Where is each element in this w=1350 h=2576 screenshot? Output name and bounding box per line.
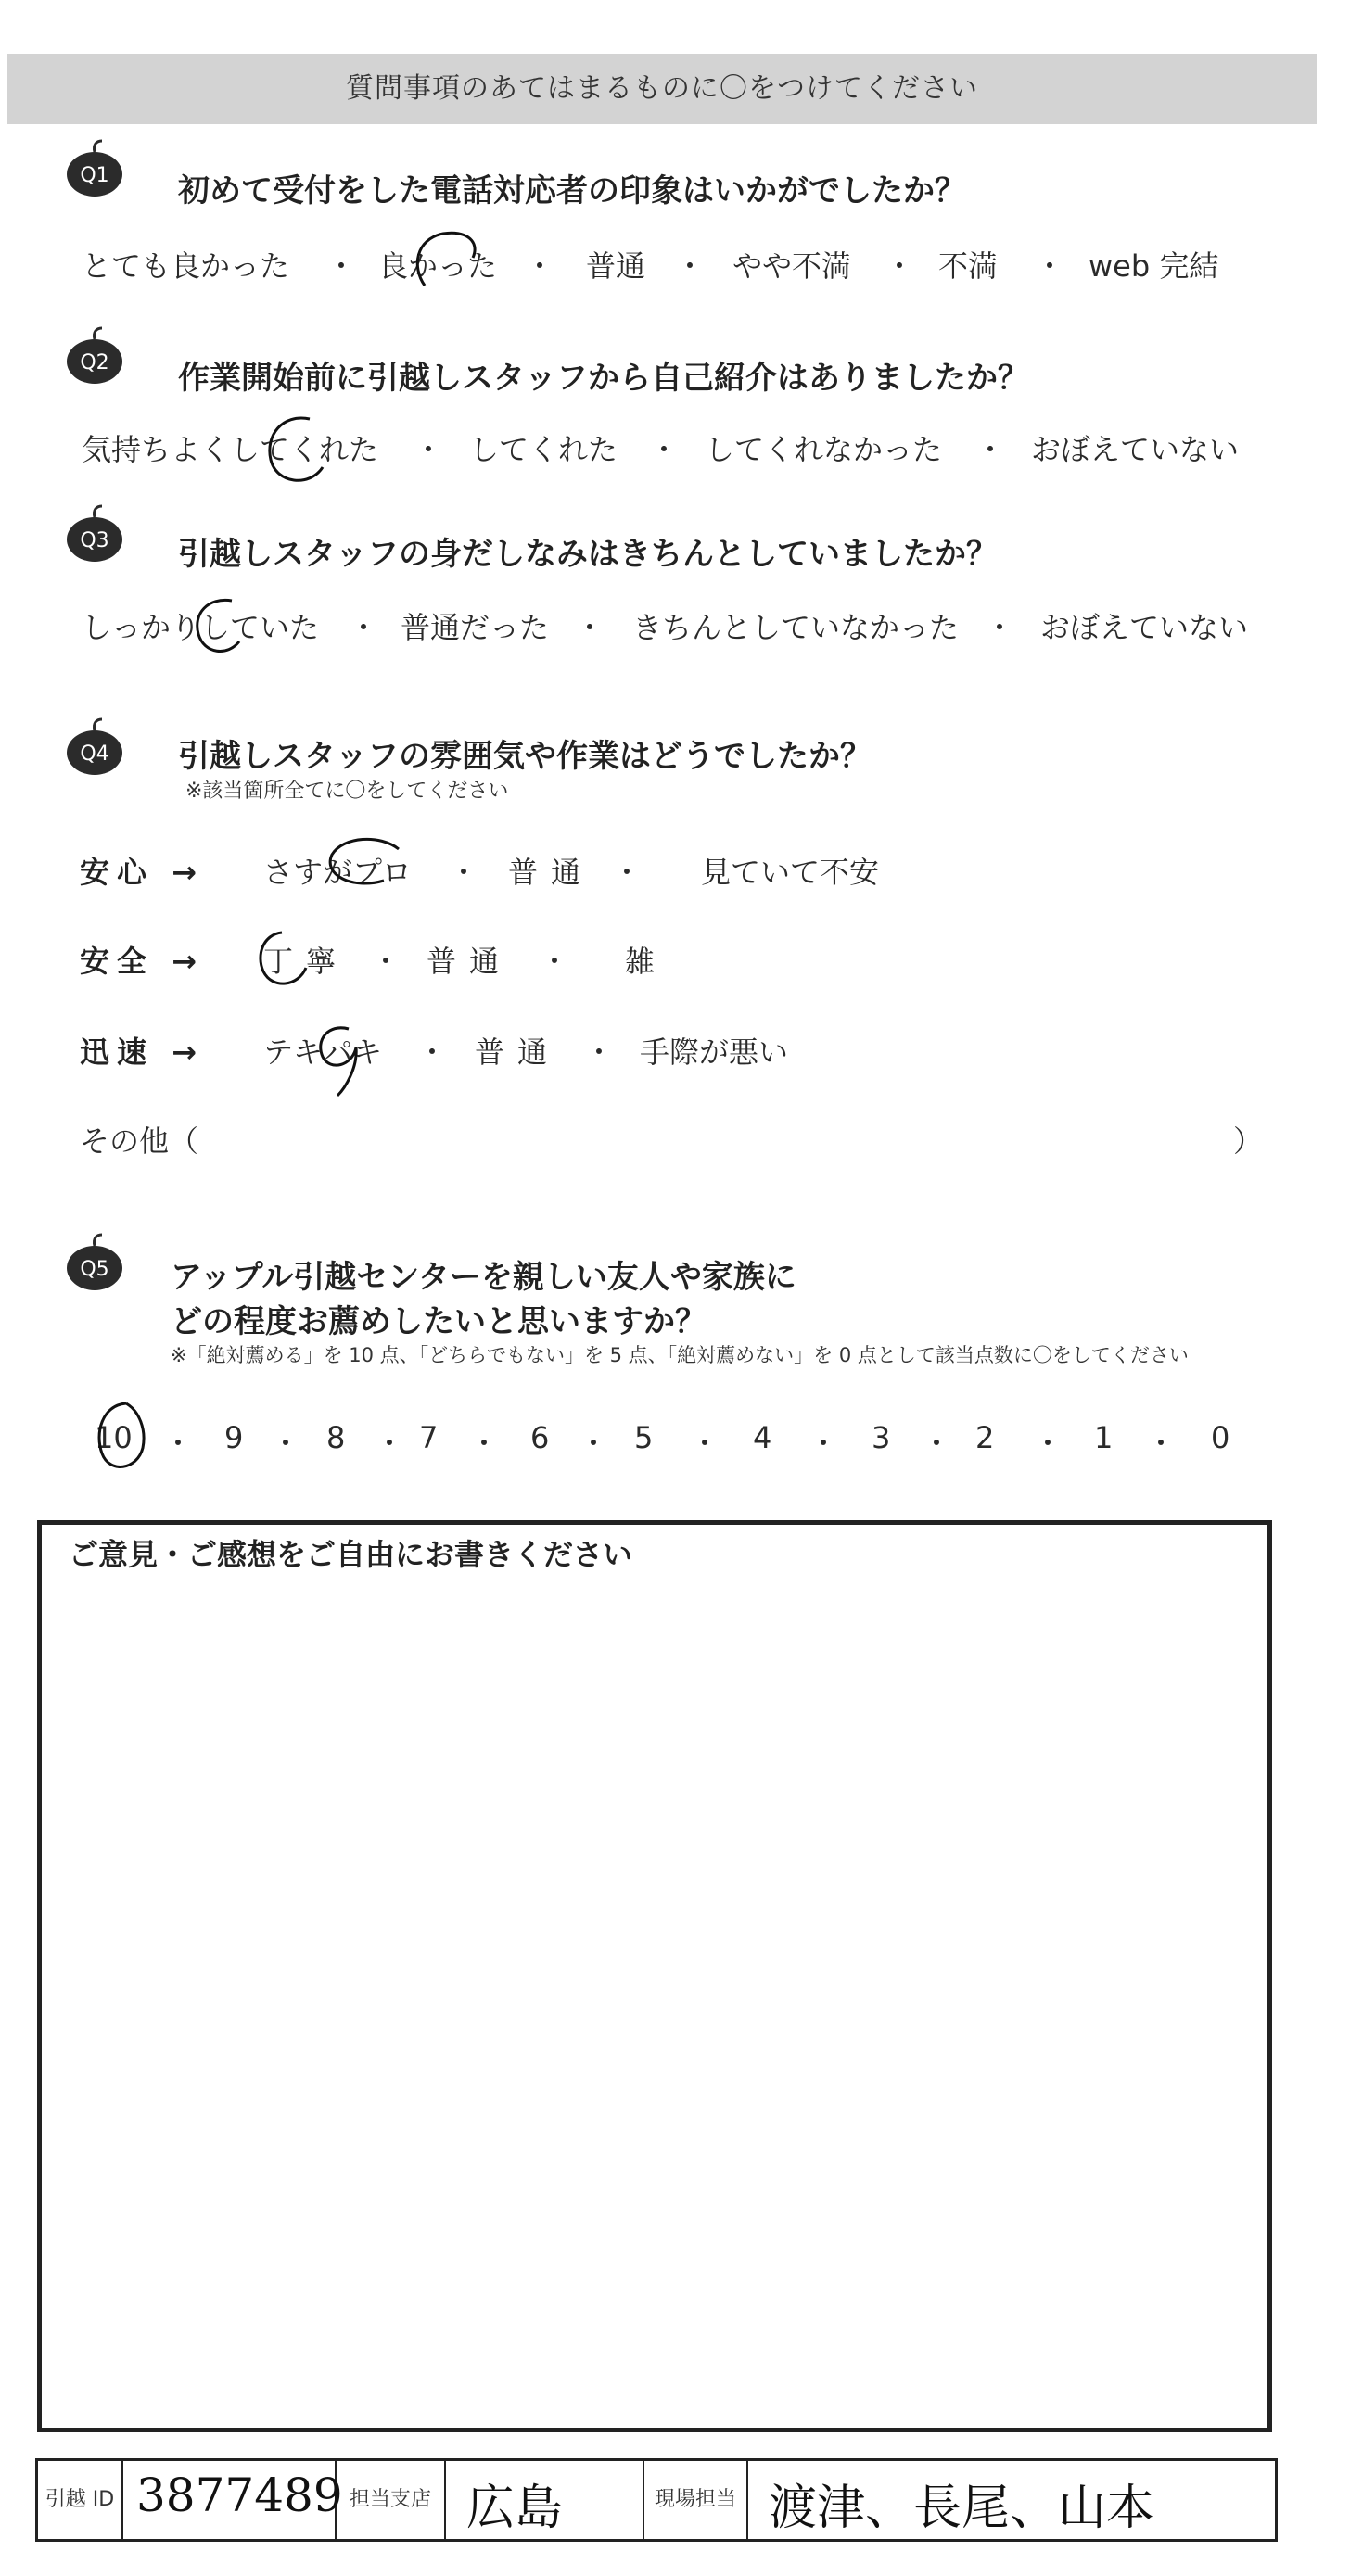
q3-separator: ・ bbox=[349, 610, 379, 645]
q4-separator: ・ bbox=[371, 944, 401, 979]
q3-option-2[interactable]: 普通だった bbox=[401, 610, 550, 645]
q4-anzen-handwritten-circle bbox=[250, 923, 325, 997]
header-band bbox=[7, 54, 1317, 124]
q4-anshin-option-3[interactable]: 見ていて不安 bbox=[701, 855, 880, 890]
q1-separator: ・ bbox=[675, 248, 706, 284]
q3-apple-badge-icon bbox=[65, 504, 124, 564]
q1-separator: ・ bbox=[1035, 248, 1065, 284]
q5-separator: ・ bbox=[922, 1426, 952, 1461]
q3-option-1[interactable]: しっかりしていた bbox=[82, 610, 320, 645]
footer-info-box bbox=[35, 2458, 1278, 2542]
q5-score-4[interactable]: 4 bbox=[753, 1420, 772, 1455]
q4-anshin-option-2[interactable]: 普通 bbox=[508, 855, 594, 890]
q2-handwritten-circle bbox=[254, 408, 356, 491]
q5-score-7[interactable]: 7 bbox=[419, 1420, 439, 1455]
q2-question: 作業開始前に引越しスタッフから自己紹介はありましたか？ bbox=[178, 360, 1029, 397]
q4-anshin-option-1[interactable]: さすがプロ bbox=[263, 855, 413, 890]
q5-separator: ・ bbox=[271, 1426, 301, 1461]
q2-separator: ・ bbox=[649, 432, 680, 467]
comments-box[interactable] bbox=[37, 1520, 1272, 2432]
q5-question-line2: どの程度お薦めしたいと思いますか？ bbox=[171, 1303, 707, 1340]
q3-handwritten-circle bbox=[185, 590, 260, 664]
q4-jinsoku-option-2[interactable]: 普通 bbox=[475, 1034, 561, 1070]
q4-note: ※該当箇所全てに〇をしてください bbox=[185, 780, 509, 803]
q5-question-line1: アップル引越センターを親しい友人や家族に bbox=[171, 1259, 796, 1296]
q4-jinsoku-option-3[interactable]: 手際が悪い bbox=[640, 1034, 789, 1070]
q4-jinsoku-option-1[interactable]: テキパキ bbox=[263, 1034, 383, 1070]
q3-badge-text: Q3 bbox=[80, 529, 109, 552]
q4-row-label-jinsoku: 迅速 → bbox=[80, 1034, 204, 1070]
q5-note: ※「絶対薦める」を 10 点、「どちらでもない」を 5 点、「絶対薦めない」を 0 点として該当点数に〇をしてください bbox=[171, 1344, 1189, 1366]
q1-separator: ・ bbox=[326, 248, 357, 284]
q2-option-3[interactable]: してくれなかった bbox=[705, 432, 943, 467]
q1-apple-badge-icon bbox=[65, 139, 124, 198]
footer-staff-value: 渡津、長尾、山本 bbox=[769, 2481, 1155, 2536]
footer-staff-cell bbox=[748, 2461, 1275, 2539]
q5-separator: ・ bbox=[1146, 1426, 1177, 1461]
q1-question: 初めて受付をした電話対応者の印象はいかがでしたか？ bbox=[178, 172, 966, 209]
q2-option-4[interactable]: おぼえていない bbox=[1031, 432, 1240, 467]
q5-score-5[interactable]: 5 bbox=[634, 1420, 654, 1455]
footer-branch-cell bbox=[446, 2461, 644, 2539]
q4-separator: ・ bbox=[417, 1034, 448, 1070]
q5-separator: ・ bbox=[690, 1426, 720, 1461]
q5-handwritten-circle bbox=[89, 1396, 154, 1479]
footer-id-value: 3877489 bbox=[136, 2468, 343, 2522]
q4-row-label-anshin: 安心 → bbox=[80, 855, 204, 890]
footer-branch-label: 担当支店 bbox=[337, 2461, 446, 2539]
q5-score-10[interactable]: 10 bbox=[95, 1420, 133, 1455]
q4-anzen-option-1[interactable]: 丁寧 bbox=[263, 944, 350, 979]
q3-option-4[interactable]: おぼえていない bbox=[1040, 610, 1249, 645]
q4-separator: ・ bbox=[612, 855, 643, 890]
q5-score-2[interactable]: 2 bbox=[975, 1420, 995, 1455]
q3-separator: ・ bbox=[575, 610, 605, 645]
q1-option-3[interactable]: 普通 bbox=[586, 248, 646, 284]
q5-score-1[interactable]: 1 bbox=[1094, 1420, 1114, 1455]
q4-jinsoku-handwritten-circle bbox=[302, 1018, 376, 1101]
q2-separator: ・ bbox=[414, 432, 444, 467]
q5-separator: ・ bbox=[1033, 1426, 1063, 1461]
q1-option-5[interactable]: 不満 bbox=[938, 248, 999, 284]
q4-separator: ・ bbox=[540, 944, 570, 979]
q5-badge-text: Q5 bbox=[80, 1258, 109, 1281]
q3-separator: ・ bbox=[985, 610, 1015, 645]
q5-score-0[interactable]: 0 bbox=[1211, 1420, 1230, 1455]
q4-separator: ・ bbox=[584, 1034, 615, 1070]
q1-option-1[interactable]: とても良かった bbox=[82, 248, 290, 284]
q5-separator: ・ bbox=[163, 1426, 194, 1461]
q3-question: 引越しスタッフの身だしなみはきちんとしていましたか？ bbox=[178, 536, 998, 573]
footer-id-cell bbox=[123, 2461, 343, 2539]
q1-option-6[interactable]: web 完結 bbox=[1089, 248, 1219, 284]
q5-score-9[interactable]: 9 bbox=[224, 1420, 244, 1455]
q4-row-label-anzen: 安全 → bbox=[80, 944, 204, 979]
q5-separator: ・ bbox=[375, 1426, 405, 1461]
q5-apple-badge-icon bbox=[65, 1233, 124, 1292]
q2-apple-badge-icon bbox=[65, 326, 124, 386]
q4-other-close: ） bbox=[1233, 1123, 1264, 1159]
q1-badge-text: Q1 bbox=[80, 164, 109, 187]
footer-staff-label: 現場担当 bbox=[644, 2461, 748, 2539]
q1-option-4[interactable]: やや不満 bbox=[732, 248, 852, 284]
comments-title: ご意見・ご感想をご自由にお書きください bbox=[69, 1537, 633, 1572]
footer-branch-value: 広島 bbox=[466, 2481, 564, 2536]
q1-handwritten-circle bbox=[406, 221, 499, 295]
q5-separator: ・ bbox=[579, 1426, 609, 1461]
q5-separator: ・ bbox=[469, 1426, 500, 1461]
q2-option-2[interactable]: してくれた bbox=[469, 432, 618, 467]
q5-separator: ・ bbox=[809, 1426, 839, 1461]
q4-badge-text: Q4 bbox=[80, 742, 109, 766]
q1-separator: ・ bbox=[525, 248, 555, 284]
q5-score-6[interactable]: 6 bbox=[530, 1420, 550, 1455]
page-title: 質問事項のあてはまるものに〇をつけてください bbox=[346, 72, 978, 105]
q2-option-1[interactable]: 気持ちよくしてくれた bbox=[82, 432, 379, 467]
q4-anzen-option-3[interactable]: 雑 bbox=[625, 944, 656, 979]
footer-id-label: 引越 ID bbox=[38, 2461, 123, 2539]
q3-option-3[interactable]: きちんとしていなかった bbox=[632, 610, 960, 645]
q5-score-8[interactable]: 8 bbox=[326, 1420, 346, 1455]
q4-apple-badge-icon bbox=[65, 717, 124, 777]
q2-separator: ・ bbox=[975, 432, 1006, 467]
q4-other-label: その他（ bbox=[80, 1123, 199, 1159]
q4-separator: ・ bbox=[449, 855, 479, 890]
q4-anshin-handwritten-circle bbox=[315, 829, 417, 903]
q4-anzen-option-2[interactable]: 普通 bbox=[427, 944, 513, 979]
q5-score-3[interactable]: 3 bbox=[872, 1420, 891, 1455]
q1-separator: ・ bbox=[885, 248, 915, 284]
q4-question: 引越しスタッフの雰囲気や作業はどうでしたか？ bbox=[178, 738, 872, 775]
q1-option-2[interactable]: 良かった bbox=[378, 248, 498, 284]
q2-badge-text: Q2 bbox=[80, 351, 109, 374]
